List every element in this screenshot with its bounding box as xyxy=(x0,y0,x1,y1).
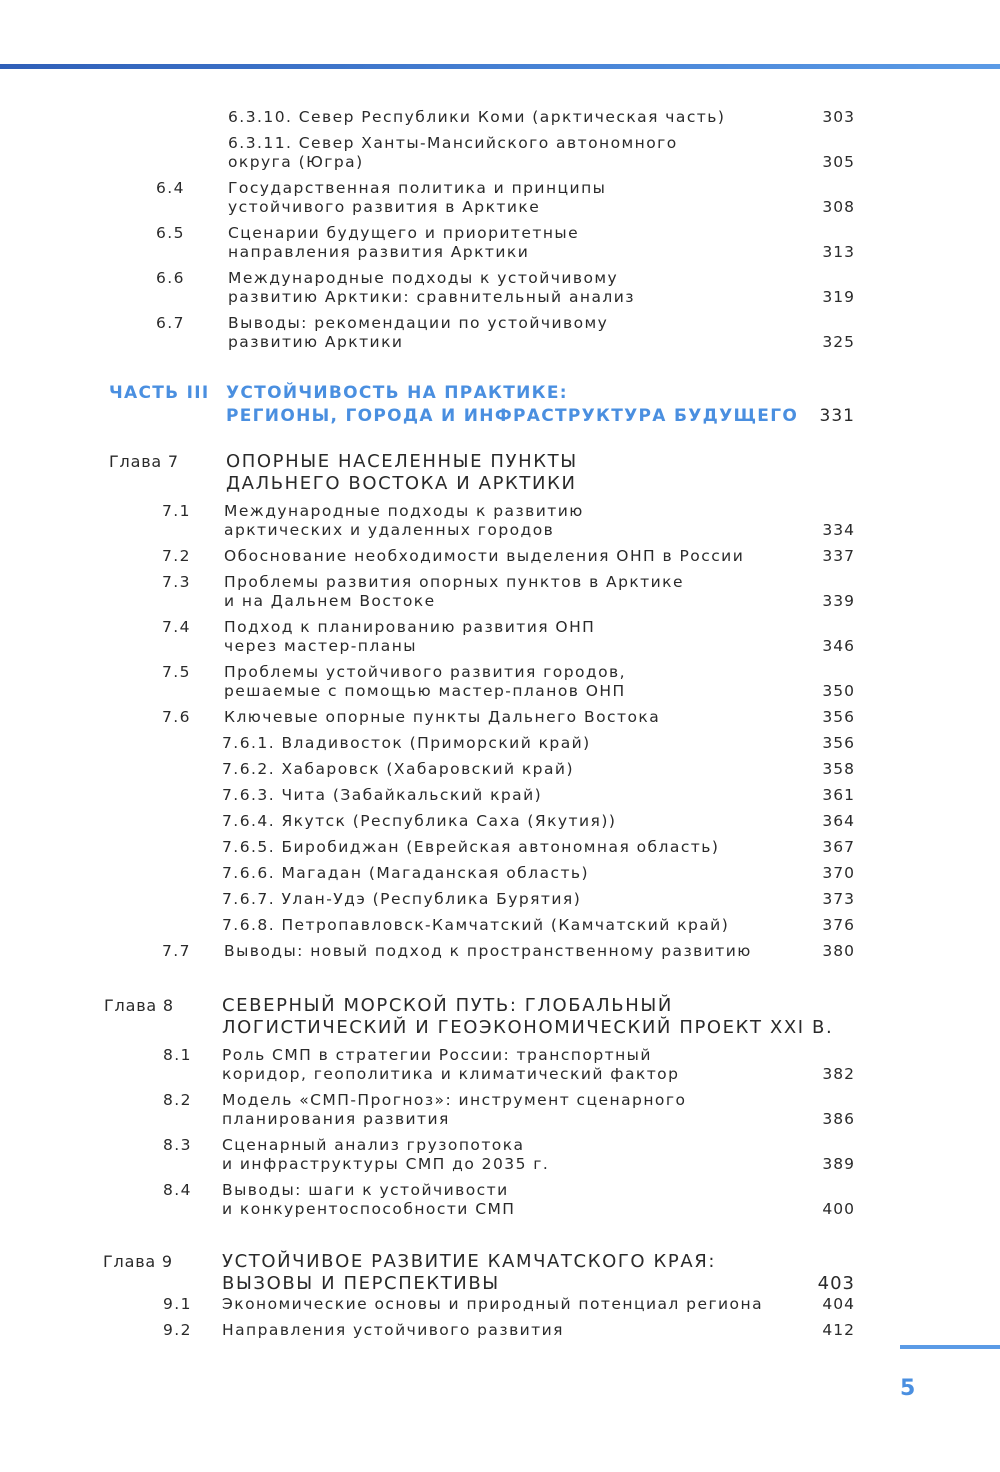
entry-page: 404 xyxy=(822,1295,855,1313)
entry-title xyxy=(228,108,725,127)
entry-title-line: Государственная политика и принципы xyxy=(228,179,607,197)
entry-title-line: Ключевые опорные пункты Дальнего Востока xyxy=(224,708,661,726)
entry-title-line: 7.6.4. Якутск (Республика Саха (Якутия)) xyxy=(222,812,617,830)
entry-number: 7.5 xyxy=(161,663,191,681)
page-number: 5 xyxy=(900,1376,916,1401)
entry-page: 376 xyxy=(822,916,855,934)
entry-number: 8.4 xyxy=(162,1181,192,1199)
entry-page: 325 xyxy=(822,333,855,351)
entry-title-line: Обоснование необходимости выделения ОНП в России xyxy=(224,547,745,565)
entry-title-line: ЛОГИСТИЧЕСКИЙ И ГЕОЭКОНОМИЧЕСКИЙ ПРОЕКТ XXI В. xyxy=(222,1017,834,1038)
entry-title-line: 6.3.11. Север Ханты-Мансийского автономного xyxy=(228,134,678,152)
entry-title-line: 7.6.5. Биробиджан (Еврейская автономная область) xyxy=(222,838,720,856)
entry-title xyxy=(224,942,752,961)
entry-page: 350 xyxy=(822,682,855,700)
entry-page: 403 xyxy=(817,1273,855,1294)
entry-number: 6.4 xyxy=(155,179,185,197)
entry-title-line: Направления устойчивого развития xyxy=(222,1321,564,1339)
entry-title-line: Проблемы устойчивого развития городов, xyxy=(224,663,626,681)
entry-page: 380 xyxy=(822,942,855,960)
entry-title xyxy=(222,864,589,883)
entry-page: 412 xyxy=(822,1321,855,1339)
entry-title-line: решаемые с помощью мастер-планов ОНП xyxy=(224,682,626,700)
entry-title xyxy=(222,1251,716,1295)
entry-title xyxy=(224,618,595,656)
entry-title xyxy=(224,547,744,566)
entry-title xyxy=(228,314,608,352)
entry-page: 303 xyxy=(822,108,855,126)
entry-title-line: направления развития Арктики xyxy=(228,243,530,261)
entry-title-line: 7.6.6. Магадан (Магаданская область) xyxy=(222,864,590,882)
entry-title-line: 7.6.2. Хабаровск (Хабаровский край) xyxy=(222,760,574,778)
entry-page: 400 xyxy=(822,1200,855,1218)
entry-title-line: Экономические основы и природный потенциал региона xyxy=(222,1295,764,1313)
entry-page: 389 xyxy=(822,1155,855,1173)
entry-number: 7.2 xyxy=(161,547,191,565)
entry-title-line: РЕГИОНЫ, ГОРОДА И ИНФРАСТРУКТУРА БУДУЩЕГО xyxy=(226,406,799,426)
entry-title-line: Роль СМП в стратегии России: транспортный xyxy=(222,1046,652,1064)
entry-title xyxy=(222,1046,679,1084)
entry-title xyxy=(222,995,833,1039)
entry-page: 313 xyxy=(822,243,855,261)
entry-title xyxy=(226,382,798,428)
entry-title-line: ВЫЗОВЫ И ПЕРСПЕКТИВЫ xyxy=(222,1273,500,1294)
entry-number: 9.1 xyxy=(162,1295,192,1313)
entry-page: 361 xyxy=(822,786,855,804)
entry-title-line: и на Дальнем Востоке xyxy=(224,592,436,610)
entry-page: 319 xyxy=(822,288,855,306)
entry-page: 382 xyxy=(822,1065,855,1083)
entry-title-line: Подход к планированию развития ОНП xyxy=(224,618,596,636)
entry-title-line: Проблемы развития опорных пунктов в Арктике xyxy=(224,573,684,591)
entry-title-line: округа (Югра) xyxy=(228,153,364,171)
entry-title-line: УСТОЙЧИВОЕ РАЗВИТИЕ КАМЧАТСКОГО КРАЯ: xyxy=(222,1251,717,1272)
entry-title xyxy=(224,663,626,701)
entry-number: 7.7 xyxy=(161,942,191,960)
entry-title xyxy=(228,179,606,217)
entry-title xyxy=(222,838,719,857)
entry-title-line: 7.6.7. Улан-Удэ (Республика Бурятия) xyxy=(222,890,582,908)
entry-title-line: коридор, геополитика и климатический фактор xyxy=(222,1065,680,1083)
entry-page: 339 xyxy=(822,592,855,610)
entry-title xyxy=(222,890,581,909)
entry-page: 331 xyxy=(819,406,855,426)
entry-number: 7.6 xyxy=(161,708,191,726)
entry-page: 364 xyxy=(822,812,855,830)
entry-page: 334 xyxy=(822,521,855,539)
entry-number: Глава 8 xyxy=(104,996,174,1015)
entry-number: Глава 9 xyxy=(103,1252,173,1271)
top-accent-bar xyxy=(0,64,1000,69)
entry-number: 8.1 xyxy=(162,1046,192,1064)
entry-title-line: развитию Арктики: сравнительный анализ xyxy=(228,288,635,306)
entry-number: 8.2 xyxy=(162,1091,192,1109)
entry-page: 386 xyxy=(822,1110,855,1128)
entry-title-line: Модель «СМП-Прогноз»: инструмент сценарного xyxy=(222,1091,687,1109)
entry-page: 370 xyxy=(822,864,855,882)
entry-title xyxy=(224,573,684,611)
entry-title xyxy=(226,451,578,495)
entry-page: 356 xyxy=(822,708,855,726)
entry-title-line: 7.6.3. Чита (Забайкальский край) xyxy=(222,786,543,804)
entry-number: 8.3 xyxy=(162,1136,192,1154)
entry-number: 9.2 xyxy=(162,1321,192,1339)
entry-title-line: планирования развития xyxy=(222,1110,450,1128)
entry-number: Глава 7 xyxy=(109,452,179,471)
entry-title xyxy=(222,734,591,753)
entry-title-line: устойчивого развития в Арктике xyxy=(228,198,541,216)
entry-title-line: Выводы: шаги к устойчивости xyxy=(222,1181,509,1199)
entry-title-line: арктических и удаленных городов xyxy=(224,521,555,539)
entry-title-line: через мастер-планы xyxy=(224,637,417,655)
entry-number: ЧАСТЬ III xyxy=(109,383,210,403)
entry-title-line: Международные подходы к устойчивому xyxy=(228,269,619,287)
entry-title-line: Сценарии будущего и приоритетные xyxy=(228,224,580,242)
entry-title xyxy=(228,134,678,172)
entry-number: 6.7 xyxy=(155,314,185,332)
entry-title xyxy=(224,502,584,540)
entry-page: 308 xyxy=(822,198,855,216)
entry-title-line: и инфраструктуры СМП до 2035 г. xyxy=(222,1155,550,1173)
entry-number: 7.1 xyxy=(161,502,191,520)
entry-number: 6.6 xyxy=(155,269,185,287)
bottom-accent-bar xyxy=(900,1345,1000,1349)
entry-number: 6.5 xyxy=(155,224,185,242)
entry-title xyxy=(222,1321,564,1340)
entry-title-line: ОПОРНЫЕ НАСЕЛЕННЫЕ ПУНКТЫ xyxy=(226,451,578,472)
entry-title-line: Выводы: новый подход к пространственному развитию xyxy=(224,942,752,960)
entry-title-line: 7.6.1. Владивосток (Приморский край) xyxy=(222,734,591,752)
entry-title xyxy=(222,1181,515,1219)
entry-title-line: Международные подходы к развитию xyxy=(224,502,584,520)
entry-title xyxy=(228,269,635,307)
entry-number: 7.4 xyxy=(161,618,191,636)
entry-title-line: 6.3.10. Север Республики Коми (арктическая часть) xyxy=(228,108,726,126)
entry-page: 367 xyxy=(822,838,855,856)
entry-title-line: 7.6.8. Петропавловск-Камчатский (Камчатский край) xyxy=(222,916,730,934)
entry-page: 305 xyxy=(822,153,855,171)
entry-number: 7.3 xyxy=(161,573,191,591)
entry-title-line: Сценарный анализ грузопотока xyxy=(222,1136,525,1154)
entry-page: 346 xyxy=(822,637,855,655)
entry-title-line: СЕВЕРНЫЙ МОРСКОЙ ПУТЬ: ГЛОБАЛЬНЫЙ xyxy=(222,995,673,1016)
entry-title-line: УСТОЙЧИВОСТЬ НА ПРАКТИКЕ: xyxy=(226,383,568,403)
entry-page: 358 xyxy=(822,760,855,778)
entry-title xyxy=(224,708,660,727)
entry-title-line: Выводы: рекомендации по устойчивому xyxy=(228,314,609,332)
entry-title xyxy=(222,916,729,935)
entry-title xyxy=(222,812,616,831)
entry-title xyxy=(222,786,542,805)
entry-title xyxy=(222,1091,686,1129)
entry-title-line: и конкурентоспособности СМП xyxy=(222,1200,516,1218)
entry-title-line: ДАЛЬНЕГО ВОСТОКА И АРКТИКИ xyxy=(226,473,577,494)
entry-page: 356 xyxy=(822,734,855,752)
entry-title-line: развитию Арктики xyxy=(228,333,404,351)
entry-page: 337 xyxy=(822,547,855,565)
entry-title xyxy=(228,224,579,262)
entry-title xyxy=(222,1136,549,1174)
entry-page: 373 xyxy=(822,890,855,908)
entry-title xyxy=(222,1295,763,1314)
entry-title xyxy=(222,760,574,779)
